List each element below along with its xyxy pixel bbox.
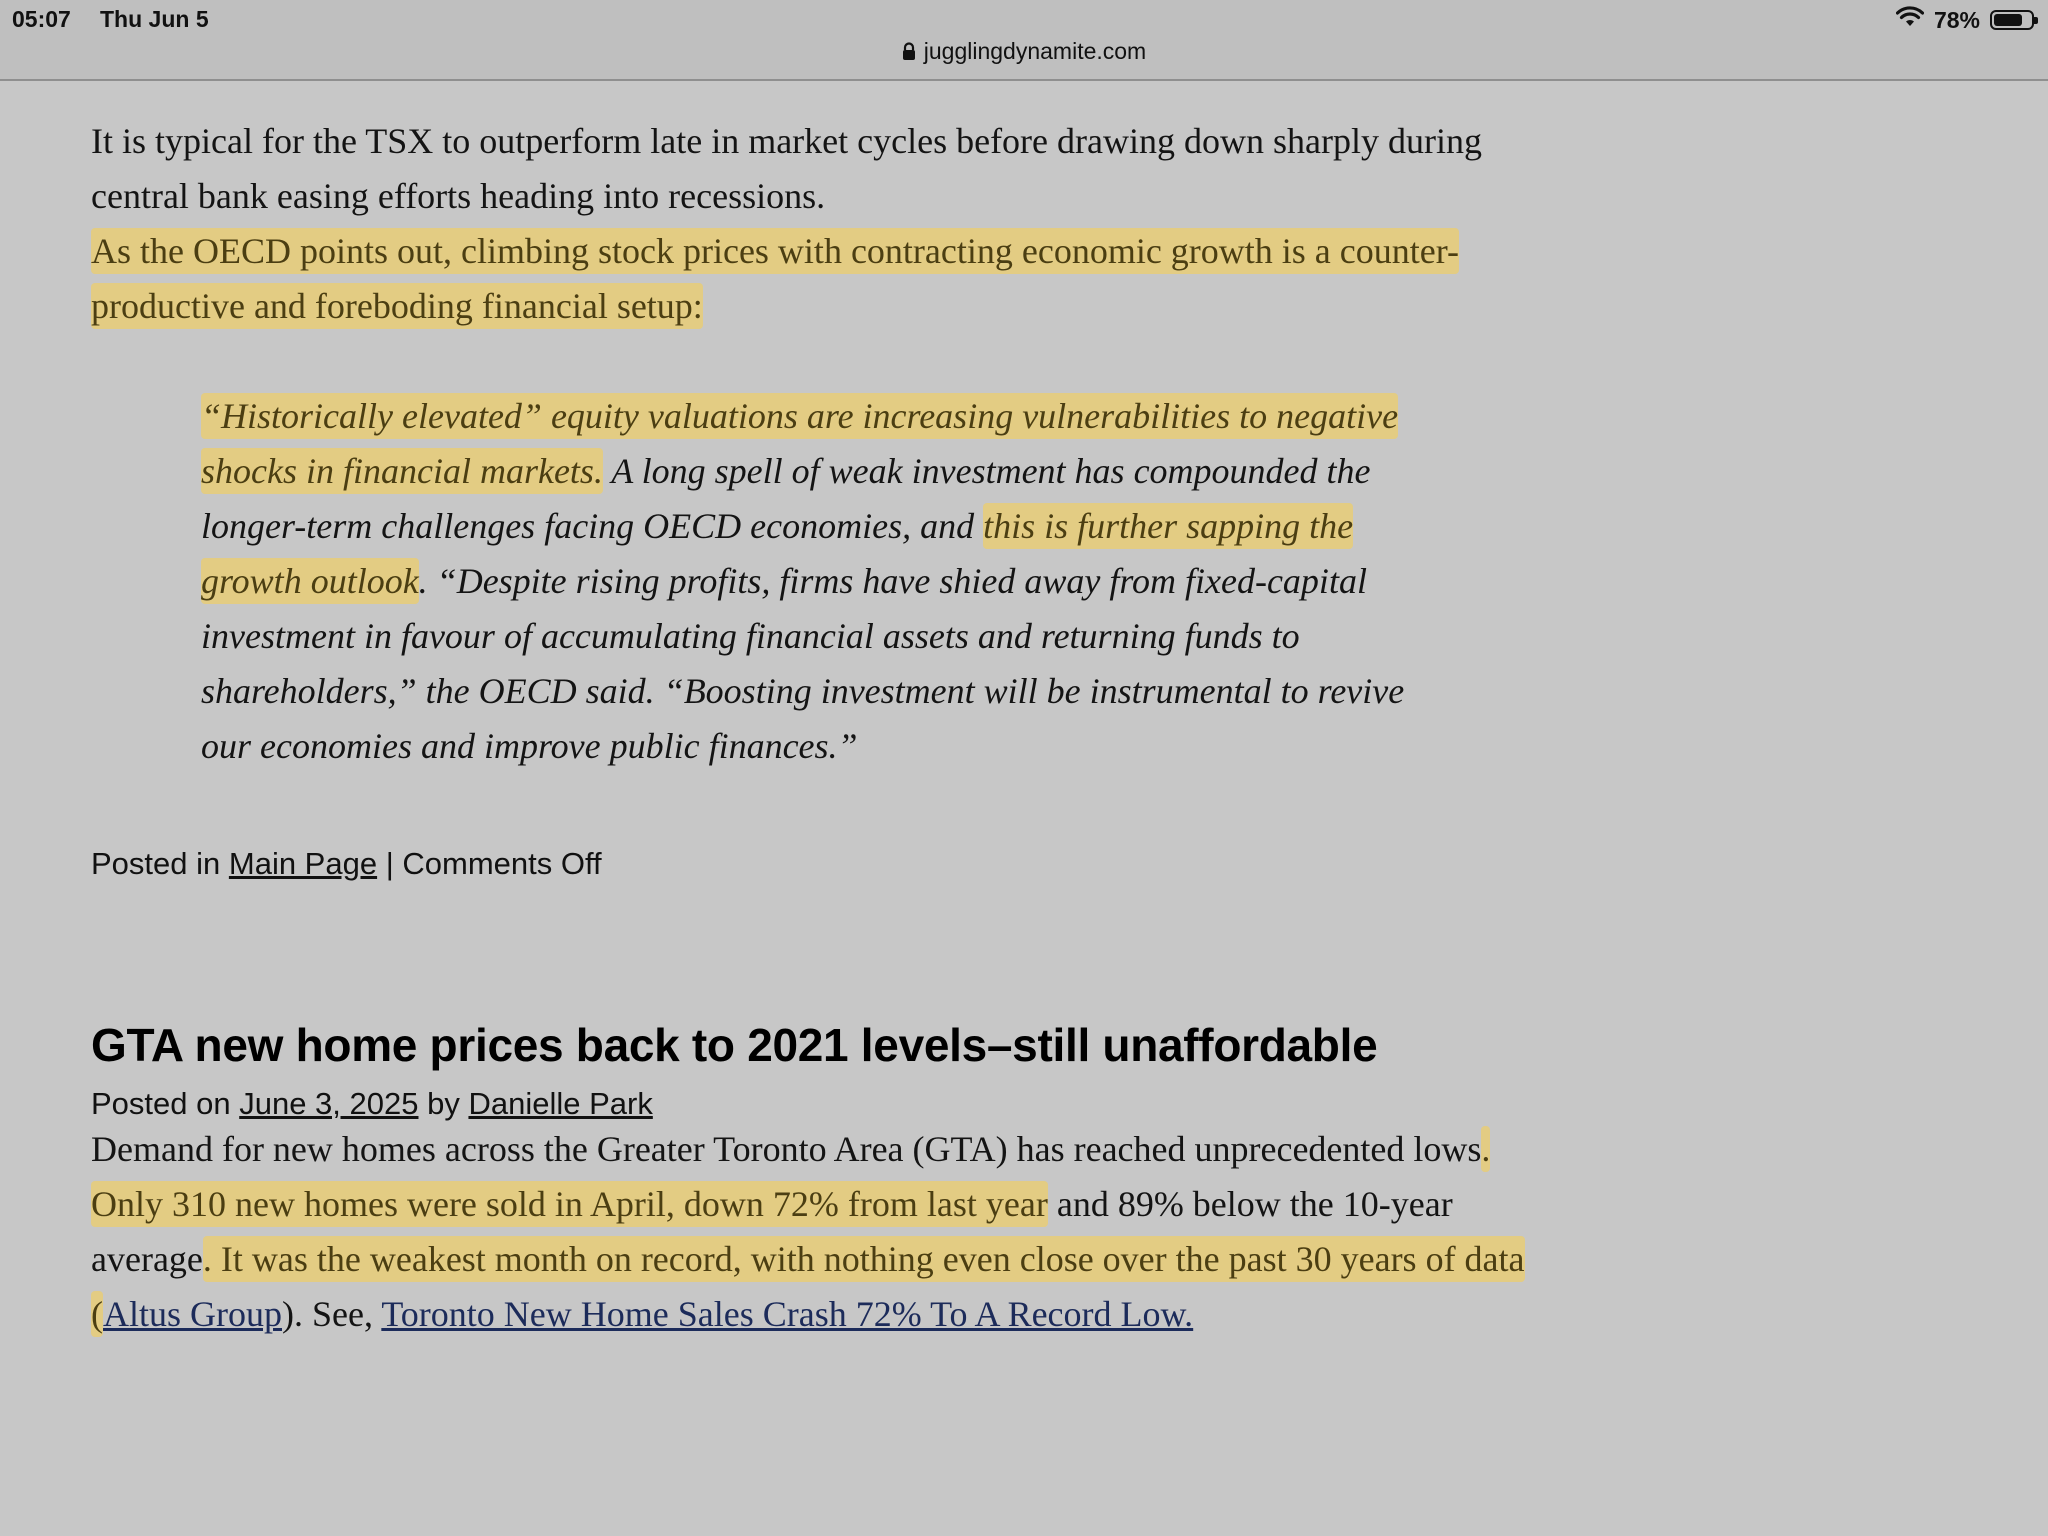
paragraph-tsx: It is typical for the TSX to outperform late in market cycles before drawing down sharply during central bank easing efforts heading into recessions. <box>91 121 1482 216</box>
quote-highlight-2: this is further sapping the growth outlook <box>201 503 1353 604</box>
status-time: 05:07 <box>12 6 71 32</box>
toronto-sales-link[interactable]: Toronto New Home Sales Crash 72% To A Record Low. <box>381 1294 1194 1334</box>
separator: | <box>377 846 403 881</box>
status-date: Thu Jun 5 <box>100 6 209 32</box>
gta-text-2: and 89% below the 10-year average <box>91 1184 1453 1279</box>
url-text: jugglingdynamite.com <box>923 38 1147 64</box>
comments-status: Comments Off <box>402 846 602 881</box>
quote-text-2: . “Despite rising profits, firms have shied away from fixed-capital investment in favour of accumulating financial assets and returning funds to shareholders,” the OECD said. “Boosting investment will be instrumental to revive our economies and improve public finances.” <box>201 561 1405 766</box>
oecd-quote <box>201 389 1451 774</box>
quote-text-1: A long spell of weak investment has compounded the longer-term challenges facing OECD economies, and <box>201 451 1371 546</box>
post-title[interactable]: GTA new home prices back to 2021 levels–still unaffordable <box>91 1019 1378 1071</box>
altus-group-link[interactable]: Altus Group <box>103 1294 282 1334</box>
battery-fill <box>1994 14 2022 26</box>
post-date-link[interactable]: June 3, 2025 <box>239 1086 419 1121</box>
gta-highlight-2: . It was the weakest month on record, with nothing even close over the past 30 years of data ( <box>91 1236 1525 1337</box>
article-content <box>91 114 1571 1342</box>
posted-on-label: Posted on <box>91 1086 240 1121</box>
by-label: by <box>418 1086 469 1121</box>
battery-percent: 78% <box>1933 6 1980 33</box>
lock-icon <box>902 40 916 67</box>
paragraph-gta <box>91 1122 1571 1342</box>
address-bar[interactable] <box>0 38 2048 67</box>
wifi-icon <box>1896 6 1924 34</box>
gta-text-1: Demand for new homes across the Greater Toronto Area (GTA) has reached unprecedented lows <box>91 1129 1482 1169</box>
highlight: As the OECD points out, climbing stock prices with contracting economic growth is a counter-productive and foreboding financial setup: <box>91 228 1459 329</box>
category-link[interactable]: Main Page <box>228 846 378 881</box>
paragraph-oecd <box>91 224 1571 334</box>
post-meta <box>91 1086 1571 1122</box>
gta-highlight-1: . Only 310 new homes were sold in April, down 72% from last year <box>91 1126 1490 1227</box>
posted-in-label: Posted in <box>91 846 229 881</box>
status-indicators <box>1896 5 2034 35</box>
post-footer <box>91 846 1571 882</box>
author-link[interactable]: Danielle Park <box>468 1086 653 1121</box>
browser-top-bar <box>0 0 2048 81</box>
quote-highlight-1: “Historically elevated” equity valuations are increasing vulnerabilities to negative shocks in financial markets. <box>201 393 1398 494</box>
battery-icon <box>1990 10 2034 30</box>
gta-text-3: ). See, <box>282 1294 382 1334</box>
